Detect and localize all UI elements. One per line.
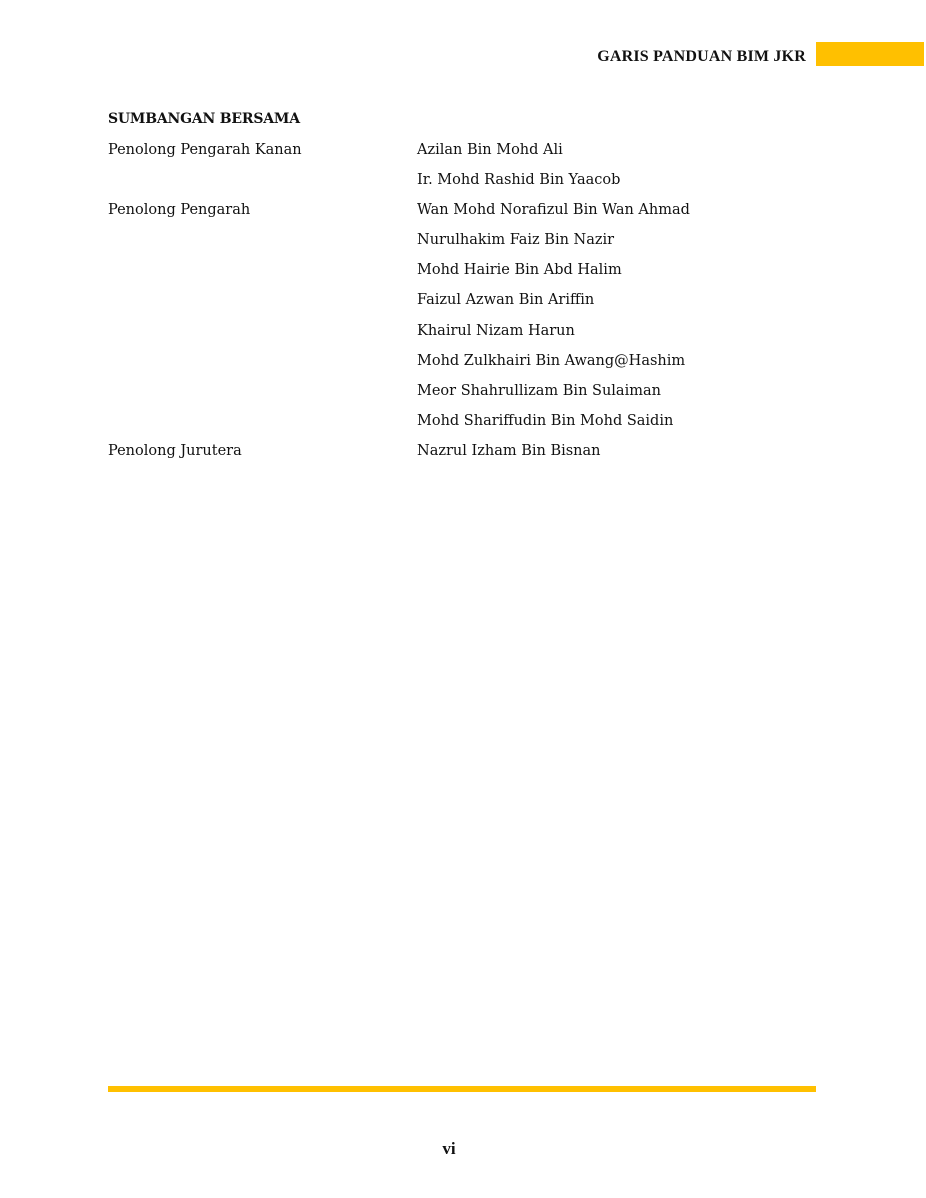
contributor-name: Nazrul Izham Bin Bisnan — [417, 442, 601, 459]
contributor-row — [108, 167, 808, 197]
footer-accent-rule — [108, 1086, 816, 1092]
contributor-row — [108, 197, 808, 227]
contributor-row — [108, 257, 808, 287]
contributor-name: Mohd Zulkhairi Bin Awang@Hashim — [417, 352, 686, 369]
document-header-title: GARIS PANDUAN BIM JKR — [597, 48, 806, 65]
contributor-role: Penolong Pengarah — [108, 202, 251, 219]
page-number: vi — [442, 1139, 456, 1158]
contributor-row — [108, 408, 808, 438]
contributor-role: Penolong Jurutera — [108, 442, 242, 459]
contributor-name: Wan Mohd Norafizul Bin Wan Ahmad — [417, 202, 690, 219]
contributor-name: Nurulhakim Faiz Bin Nazir — [417, 232, 615, 249]
contributor-row — [108, 137, 808, 167]
contributor-name: Khairul Nizam Harun — [417, 322, 575, 339]
contributor-row — [108, 318, 808, 348]
contributor-row — [108, 378, 808, 408]
contributor-name: Faizul Azwan Bin Ariffin — [417, 292, 595, 309]
contributor-row — [108, 348, 808, 378]
contributor-row — [108, 227, 808, 257]
contributor-name: Meor Shahrullizam Bin Sulaiman — [417, 382, 661, 399]
contributor-role: Penolong Pengarah Kanan — [108, 142, 302, 158]
contributor-name: Azilan Bin Mohd Ali — [417, 142, 563, 158]
contributors-list — [108, 137, 808, 468]
contributor-name: Ir. Mohd Rashid Bin Yaacob — [417, 172, 621, 189]
contributor-row — [108, 287, 808, 317]
contributor-name: Mohd Shariffudin Bin Mohd Saidin — [417, 412, 674, 429]
contributor-name: Mohd Hairie Bin Abd Halim — [417, 262, 622, 279]
contributor-row — [108, 438, 808, 468]
section-heading: SUMBANGAN BERSAMA — [108, 111, 300, 127]
header-accent-bar — [816, 42, 924, 66]
